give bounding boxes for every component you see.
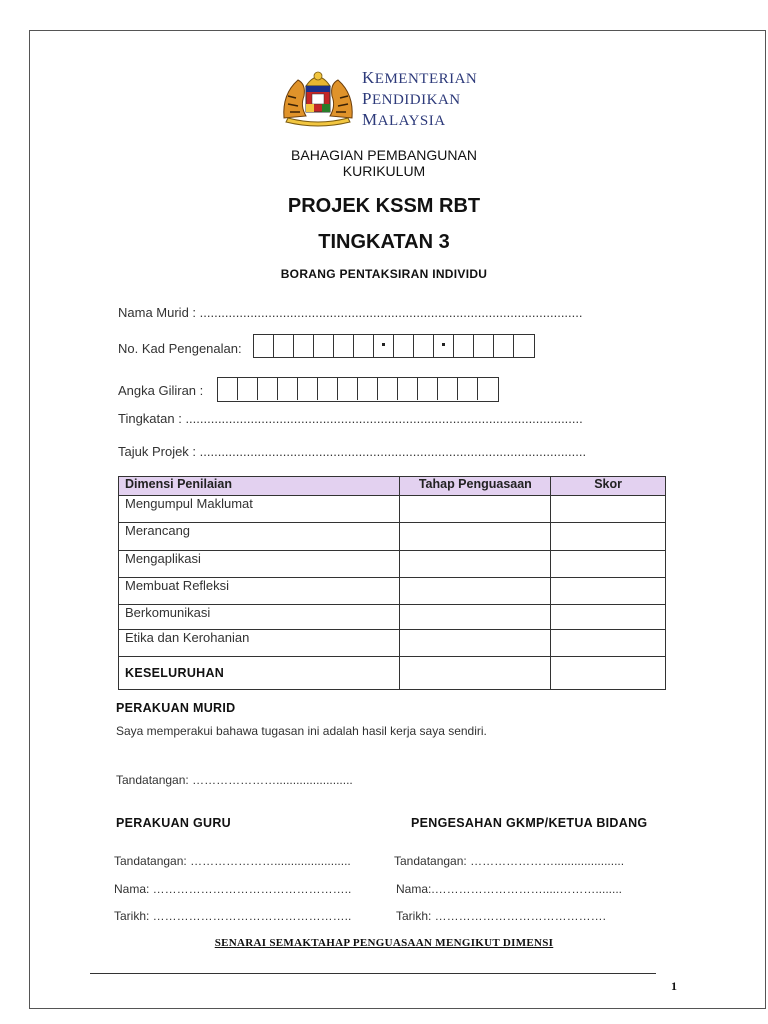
column-header: Tahap Penguasaan (400, 477, 551, 496)
assessment-table (118, 476, 666, 690)
ic-box[interactable] (494, 335, 514, 357)
dimension-label: Berkomunikasi (119, 605, 400, 630)
checklist-title: SENARAI SEMAKTAHAP PENGUASAAN MENGIKUT DIMENSI (214, 937, 554, 949)
division-heading (0, 147, 768, 179)
score-cell[interactable] (551, 496, 666, 523)
mastery-level-cell[interactable] (400, 630, 551, 657)
angka-giliran-label: Angka Giliran : (118, 383, 204, 398)
division-line-2: KURIKULUM (342, 163, 426, 179)
score-cell[interactable] (551, 551, 666, 578)
ic-box[interactable] (454, 335, 474, 357)
ic-box[interactable] (294, 335, 314, 357)
table-row (119, 496, 666, 523)
mastery-level-cell[interactable] (400, 523, 551, 551)
exam-number-box[interactable] (358, 378, 378, 400)
exam-number-box[interactable] (478, 378, 498, 400)
total-mastery-cell[interactable] (400, 657, 551, 690)
ic-box[interactable] (274, 335, 294, 357)
division-line-1: BAHAGIAN PEMBANGUNAN (291, 147, 477, 163)
column-header: Skor (551, 477, 666, 496)
mastery-level-cell[interactable] (400, 551, 551, 578)
teacher-declaration-title: PERAKUAN GURU (116, 816, 232, 830)
exam-number-box[interactable] (318, 378, 338, 400)
page-number: 1 (671, 979, 677, 993)
ic-box[interactable] (334, 335, 354, 357)
score-cell[interactable] (551, 605, 666, 630)
score-cell[interactable] (551, 523, 666, 551)
footer-divider (90, 973, 656, 974)
mastery-level-cell[interactable] (400, 496, 551, 523)
form-title: BORANG PENTAKSIRAN INDIVIDU (280, 267, 488, 281)
student-declaration-statement: Saya memperakui bahawa tugasan ini adalah hasil kerja saya sendiri. (116, 724, 487, 738)
exam-number-box[interactable] (238, 378, 258, 400)
ic-box[interactable] (254, 335, 274, 357)
table-row (119, 551, 666, 578)
table-row (119, 578, 666, 605)
ic-box[interactable] (474, 335, 494, 357)
ic-box[interactable] (354, 335, 374, 357)
project-title: PROJEK KSSM RBT (287, 195, 481, 217)
exam-number-box[interactable] (278, 378, 298, 400)
dimension-label: Merancang (119, 523, 400, 551)
malaysia-coat-of-arms-logo (276, 66, 360, 130)
head-date-field[interactable]: Tarikh: ……………………………………. (396, 909, 607, 923)
table-total-row (119, 657, 666, 690)
teacher-name-field[interactable]: Nama: ………………………………………….. (114, 882, 352, 896)
head-name-field[interactable]: Nama:.……………………….....………........ (396, 882, 623, 896)
table-row (119, 630, 666, 657)
teacher-signature-field[interactable]: Tandatangan: …………………....................... (114, 854, 351, 868)
score-cell[interactable] (551, 578, 666, 605)
ministry-line-1: KEMENTERIAN (362, 68, 478, 87)
exam-number-boxes[interactable] (217, 377, 499, 402)
mastery-level-cell[interactable] (400, 605, 551, 630)
table-row (119, 605, 666, 630)
dimension-label: Membuat Refleksi (119, 578, 400, 605)
total-score-cell[interactable] (551, 657, 666, 690)
student-signature-field[interactable]: Tandatangan: ………………….......................​ (116, 773, 353, 787)
total-label: KESELURUHAN (119, 657, 400, 690)
ic-box[interactable] (394, 335, 414, 357)
dimension-label: Mengumpul Maklumat (119, 496, 400, 523)
exam-number-box[interactable] (258, 378, 278, 400)
table-header-row (119, 477, 666, 496)
teacher-date-field[interactable]: Tarikh: ………………………………………….. (114, 909, 352, 923)
student-declaration-title: PERAKUAN MURID (116, 701, 236, 715)
mastery-level-cell[interactable] (400, 578, 551, 605)
ministry-name (362, 68, 477, 131)
ic-box[interactable] (314, 335, 334, 357)
ministry-line-3: MALAYSIA (362, 110, 446, 129)
tajuk-projek-field[interactable]: Tajuk Projek : ........................................................................................................... (118, 444, 587, 459)
exam-number-box[interactable] (458, 378, 478, 400)
ic-box[interactable] (514, 335, 534, 357)
ic-number-boxes[interactable] (253, 334, 535, 358)
score-cell[interactable] (551, 630, 666, 657)
exam-number-box[interactable] (398, 378, 418, 400)
ic-separator-box[interactable] (374, 335, 394, 357)
head-verification-title: PENGESAHAN GKMP/KETUA BIDANG (411, 816, 648, 830)
exam-number-box[interactable] (378, 378, 398, 400)
head-signature-field[interactable]: Tandatangan: …………………..................... (394, 854, 625, 868)
dimension-label: Etika dan Kerohanian (119, 630, 400, 657)
exam-number-box[interactable] (298, 378, 318, 400)
exam-number-box[interactable] (218, 378, 238, 400)
exam-number-box[interactable] (338, 378, 358, 400)
form-level: TINGKATAN 3 (318, 231, 450, 253)
nama-murid-field[interactable]: Nama Murid : .......................................................................................................... (118, 305, 583, 320)
no-kad-label: No. Kad Pengenalan: (118, 341, 242, 356)
ic-box[interactable] (414, 335, 434, 357)
exam-number-box[interactable] (438, 378, 458, 400)
exam-number-box[interactable] (418, 378, 438, 400)
dimension-label: Mengaplikasi (119, 551, 400, 578)
ministry-line-2: PENDIDIKAN (362, 89, 461, 108)
ic-separator-box[interactable] (434, 335, 454, 357)
table-row (119, 523, 666, 551)
tingkatan-field[interactable]: Tingkatan : .............................................................................................................. (118, 411, 583, 426)
column-header: Dimensi Penilaian (119, 477, 400, 496)
